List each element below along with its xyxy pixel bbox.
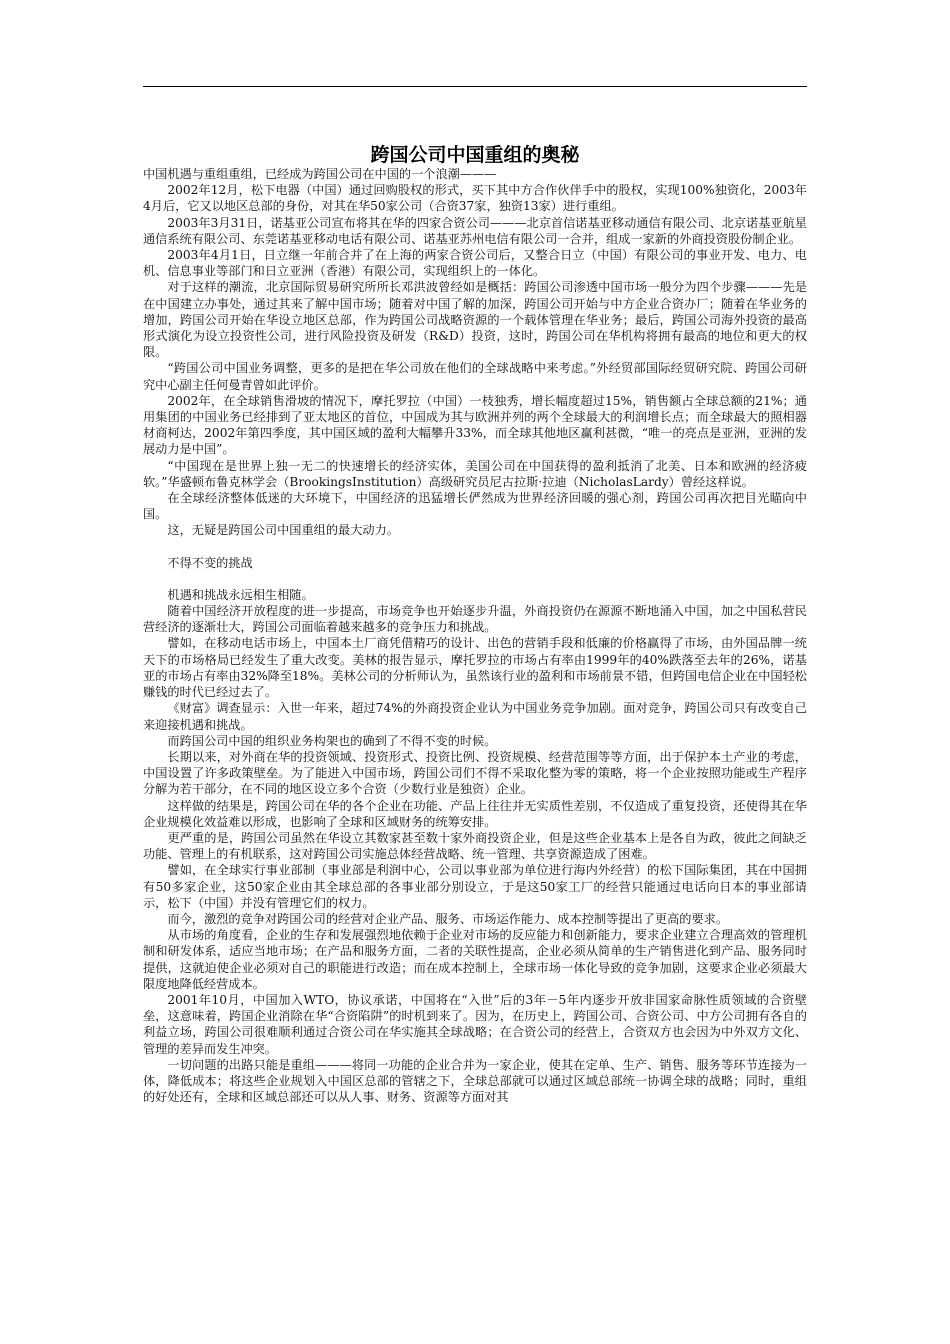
paragraph: 机遇和挑战永远相生相随。 bbox=[167, 587, 314, 602]
paragraph: 一切问题的出路只能是重组———将同一功能的企业合并为一家企业，使其在定单、生产、销售、服务等环节连接为一体，降低成本；将这些企业规划入中国区总部的管辖之下，全球总部就可以通过区域总部统一协调全球的战略；同时，重组的好处还有，全球和区域总部还可以从人事、财务、资源等方面对其 bbox=[143, 1057, 807, 1105]
paragraph: “跨国公司中国业务调整，更多的是把在华公司放在他们的全球战略中来考虑。”外经贸部国际经贸研究院、跨国公司研究中心副主任何曼青曾如此评价。 bbox=[143, 361, 807, 392]
paragraph: 而跨国公司中国的组织业务构架也的确到了不得不变的时候。 bbox=[167, 733, 497, 748]
paragraph: 在全球经济整体低迷的大环境下，中国经济的迅猛增长俨然成为世界经济回暖的强心剂，跨国公司再次把目光瞄向中国。 bbox=[143, 491, 807, 522]
paragraph: 从市场的角度看，企业的生存和发展强烈地依赖于企业对市场的反应能力和创新能力，要求企业建立合理高效的管理机制和研发体系，适应当地市场；在产品和服务方面，二者的关联性提高，企业必须从简单的生产销售进化到产品、服务同时提供，这就迫使企业必须对自己的职能进行改造；而在成本控制上，全球市场一体化导致的竞争加剧，这要求企业必须最大限度地降低经营成本。 bbox=[143, 928, 807, 991]
paragraph: 《财富》调查显示：入世一年来，超过74%的外商投资企业认为中国业务竞争加剧。面对竞争，跨国公司只有改变自己来迎接机遇和挑战。 bbox=[143, 701, 807, 732]
paragraph: 这，无疑是跨国公司中国重组的最大动力。 bbox=[167, 523, 399, 538]
paragraph: 2003年4月1日，日立继一年前合并了在上海的两家合资公司后，又整合日立（中国）有限公司的事业开发、电力、电机、信息事业等部门和日立亚洲（香港）有限公司，实现组织上的一体化。 bbox=[143, 248, 807, 279]
paragraph: 而今，激烈的竞争对跨国公司的经营对企业产品、服务、市场运作能力、成本控制等提出了更高的要求。 bbox=[167, 911, 729, 926]
paragraph: 随着中国经济开放程度的进一步提高，市场竞争也开始逐步升温，外商投资仍在源源不断地涌入中国，加之中国私营民营经济的逐渐壮大，跨国公司面临着越来越多的竞争压力和挑战。 bbox=[143, 604, 807, 635]
paragraph: 2001年10月，中国加入WTO，协议承诺，中国将在“入世”后的3年－5年内逐步开放非国家命脉性质领域的合资壁垒，这意味着，跨国企业消除在华“合资陷阱”的时机到来了。因为，在历史上，跨国公司、合资公司、中方公司拥有各自的利益立场，跨国公司很难顺利通过合资公司在华实施其全球战略；在合资公司的经营上，合资双方也会因为中外双方文化、管理的差异而发生冲突。 bbox=[143, 992, 807, 1056]
document-body bbox=[143, 166, 807, 1105]
paragraph: 2002年，在全球销售滑坡的情况下，摩托罗拉（中国）一枝独秀，增长幅度超过15%，销售额占全球总额的21%；通用集团的中国业务已经排到了亚太地区的首位，中国成为其与欧洲并列的两个全球最大的利润增长点；而全球最大的照相器材商柯达，2002年第四季度，其中国区域的盈利大幅攀升33%，而全球其他地区赢利甚微，“唯一的亮点是亚洲，亚洲的发展动力是中国”。 bbox=[143, 393, 807, 457]
header-rule bbox=[143, 86, 807, 87]
paragraph: 对于这样的潮流，北京国际贸易研究所所长邓洪波曾经如是概括：跨国公司渗透中国市场一般分为四个步骤———先是在中国建立办事处，通过其来了解中国市场；随着对中国了解的加深，跨国公司开始与中方企业合资办厂；随着在华业务的增加，跨国公司开始在华设立地区总部，作为跨国公司战略资源的一个载体管理在华业务；最后，跨国公司海外投资的最高形式演化为设立投资性公司，进行风险投资及研发（R&D）投资，这时，跨国公司在华机构将拥有最高的地位和更大的权限。 bbox=[143, 280, 807, 360]
paragraph: 长期以来，对外商在华的投资领域、投资形式、投资比例、投资规模、经营范围等等方面，出于保护本土产业的考虑，中国设置了许多政策壁垒。为了能进入中国市场，跨国公司们不得不采取化整为零的策略，将一个企业按照功能或生产程序分解为若干部分，在不同的地区设立多个合资（少数行业是独资）企业。 bbox=[143, 749, 807, 797]
document-title: 跨国公司中国重组的奥秘 bbox=[370, 144, 580, 166]
paragraph: 譬如，在全球实行事业部制（事业部是利润中心，公司以事业部为单位进行海内外经营）的松下国际集团，其在中国拥有50多家企业，这50家企业由其全球总部的各事业部分别设立，于是这50家工厂的经营只能通过电话向日本的事业部请示，松下（中国）并没有管理它们的权力。 bbox=[143, 863, 807, 910]
paragraph: 譬如，在移动电话市场上，中国本土厂商凭借精巧的设计、出色的营销手段和低廉的价格赢得了市场，由外国品牌一统天下的市场格局已经发生了重大改变。美林的报告显示，摩托罗拉的市场占有率由1999年的40%跌落至去年的26%，诺基亚的市场占有率由32%降至18%。美林公司的分析师认为，虽然该行业的盈利和市场前景不错，但跨国电信企业在中国轻松赚钱的时代已经过去了。 bbox=[143, 636, 807, 700]
paragraph: 2002年12月，松下电器（中国）通过回购股权的形式，买下其中方合作伙伴手中的股权，实现100%独资化，2003年4月后，它又以地区总部的身份，对其在华50家公司（合资37家，独资13家）进行重组。 bbox=[143, 183, 807, 214]
paragraph: 中国机遇与重组重组，已经成为跨国公司在中国的一个浪潮——— bbox=[143, 167, 497, 181]
paragraph: 2003年3月31日，诺基亚公司宣布将其在华的四家合资公司———北京首信诺基亚移动通信有限公司、北京诺基亚航星通信系统有限公司、东莞诺基亚移动电话有限公司、诺基亚苏州电信有限公司一合并，组成一家新的外商投资股份制企业。 bbox=[143, 215, 807, 246]
section-heading: 不得不变的挑战 bbox=[167, 555, 253, 570]
paragraph: “中国现在是世界上独一无二的快速增长的经济实体，美国公司在中国获得的盈利抵消了北美、日本和欧洲的经济疲软。”华盛顿布鲁克林学会（BrookingsInstitution）高级研究员尼古拉斯·拉迪（NicholasLardy）曾经这样说。 bbox=[143, 458, 807, 489]
paragraph: 这样做的结果是，跨国公司在华的各个企业在功能、产品上往往并无实质性差别，不仅造成了重复投资，还使得其在华企业规模化效益难以形成，也影响了全球和区域财务的统筹安排。 bbox=[143, 798, 807, 829]
paragraph: 更严重的是，跨国公司虽然在华设立其数家甚至数十家外商投资企业，但是这些企业基本上是各自为政，彼此之间缺乏功能、管理上的有机联系，这对跨国公司实施总体经营战略、统一管理、共享资源造成了困难。 bbox=[143, 830, 807, 862]
